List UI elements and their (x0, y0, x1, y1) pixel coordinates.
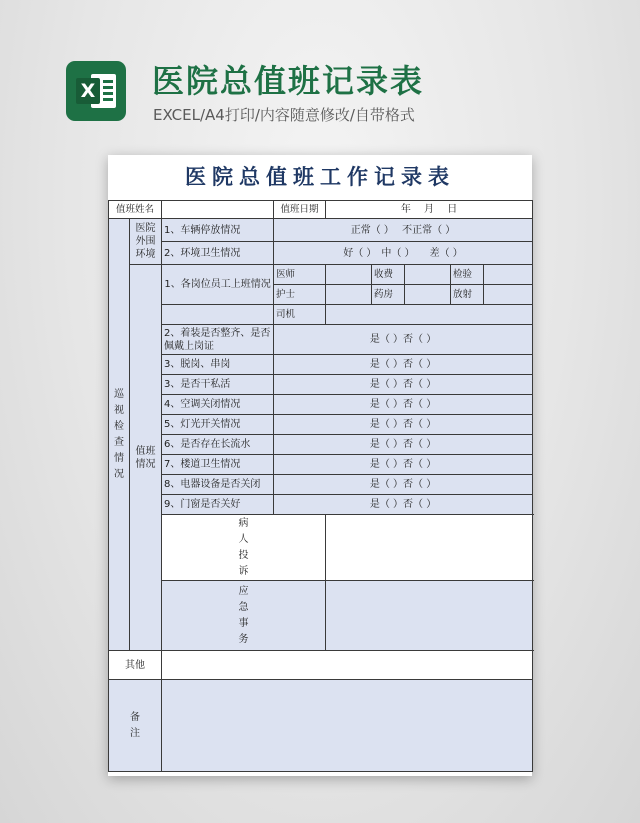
item-value[interactable]: 是（ ）否（ ） (274, 435, 533, 455)
item-value[interactable]: 正常（ ） 不正常（ ） (274, 219, 533, 242)
staff-check[interactable] (484, 285, 533, 305)
remarks-field[interactable] (162, 680, 533, 772)
item-value[interactable]: 是（ ）否（ ） (274, 325, 533, 355)
header-row (109, 201, 533, 219)
item-label: 5、灯光开关情况 (162, 415, 274, 435)
excel-icon (66, 61, 126, 121)
item-label: 3、脱岗、串岗 (162, 355, 274, 375)
item-label: 7、楼道卫生情况 (162, 455, 274, 475)
banner-title: 医院总值班记录表 (152, 62, 425, 100)
item-value[interactable]: 是（ ）否（ ） (274, 475, 533, 495)
item-label: 1、车辆停放情况 (162, 219, 274, 242)
staff-check[interactable] (405, 265, 451, 285)
staff-role: 司机 (274, 305, 326, 325)
item-value[interactable]: 是（ ）否（ ） (274, 395, 533, 415)
remarks-row (109, 680, 533, 772)
item-label: 9、门窗是否关好 (162, 495, 274, 515)
staff-row (109, 265, 533, 285)
item-value[interactable]: 好（ ） 中（ ） 差（ ） (274, 242, 533, 265)
check-row (109, 325, 533, 355)
item-value[interactable]: 是（ ）否（ ） (274, 495, 533, 515)
patrol-row (109, 242, 533, 265)
check-row (109, 355, 533, 375)
item-value[interactable]: 是（ ）否（ ） (274, 355, 533, 375)
item-value[interactable]: 是（ ）否（ ） (274, 375, 533, 395)
emergency-field[interactable] (326, 581, 533, 651)
check-row (109, 495, 533, 515)
staff-check[interactable] (405, 285, 451, 305)
complaint-label: 病 人 投 诉 (162, 515, 326, 581)
staff-role: 医师 (274, 265, 326, 285)
other-label: 其他 (109, 651, 162, 680)
complaint-row (109, 515, 533, 581)
duty-record-table (108, 200, 533, 772)
staff-role: 收费 (372, 265, 405, 285)
item-label: 6、是否存在长流水 (162, 435, 274, 455)
form-title: 医院总值班工作记录表 (108, 155, 532, 201)
name-label: 值班姓名 (109, 201, 162, 219)
item-value[interactable]: 是（ ）否（ ） (274, 455, 533, 475)
emergency-label: 应 急 事 务 (162, 581, 326, 651)
check-row (109, 415, 533, 435)
date-label: 值班日期 (274, 201, 326, 219)
check-row (109, 375, 533, 395)
staff-check[interactable] (484, 265, 533, 285)
duty-status-label: 值班 情况 (130, 265, 162, 651)
patrol-row (109, 219, 533, 242)
item-label: 4、空调关闭情况 (162, 395, 274, 415)
excel-letter: X (76, 78, 100, 104)
other-field[interactable] (162, 651, 533, 680)
outside-env-label: 医院 外围 环境 (130, 219, 162, 265)
item-label: 3、是否干私活 (162, 375, 274, 395)
date-field[interactable]: 年 月 日 (326, 201, 533, 219)
other-row (109, 651, 533, 680)
check-row (109, 455, 533, 475)
staff-role: 检验 (451, 265, 484, 285)
patrol-label: 巡 视 检 查 情 况 (109, 219, 130, 651)
check-row (109, 475, 533, 495)
staff-row (109, 305, 533, 325)
check-row (109, 395, 533, 415)
name-field[interactable] (162, 201, 274, 219)
remarks-label: 备 注 (109, 680, 162, 772)
check-row (109, 435, 533, 455)
item-label: 8、电器设备是否关闭 (162, 475, 274, 495)
staff-role: 药房 (372, 285, 405, 305)
staff-attendance-label: 1、各岗位员工上班情况 (162, 265, 274, 305)
complaint-field[interactable] (326, 515, 533, 581)
staff-blank (162, 305, 274, 325)
item-label: 2、着装是否整齐、是否佩戴上岗证 (162, 325, 274, 355)
staff-check[interactable] (326, 265, 372, 285)
staff-check[interactable] (326, 285, 372, 305)
item-label: 2、环境卫生情况 (162, 242, 274, 265)
staff-role: 放射 (451, 285, 484, 305)
form-document (108, 155, 532, 776)
staff-role: 护士 (274, 285, 326, 305)
staff-check[interactable] (326, 305, 533, 325)
banner-subtitle: EXCEL/A4打印/内容随意修改/自带格式 (153, 106, 415, 124)
item-value[interactable]: 是（ ）否（ ） (274, 415, 533, 435)
emergency-row (109, 581, 533, 651)
